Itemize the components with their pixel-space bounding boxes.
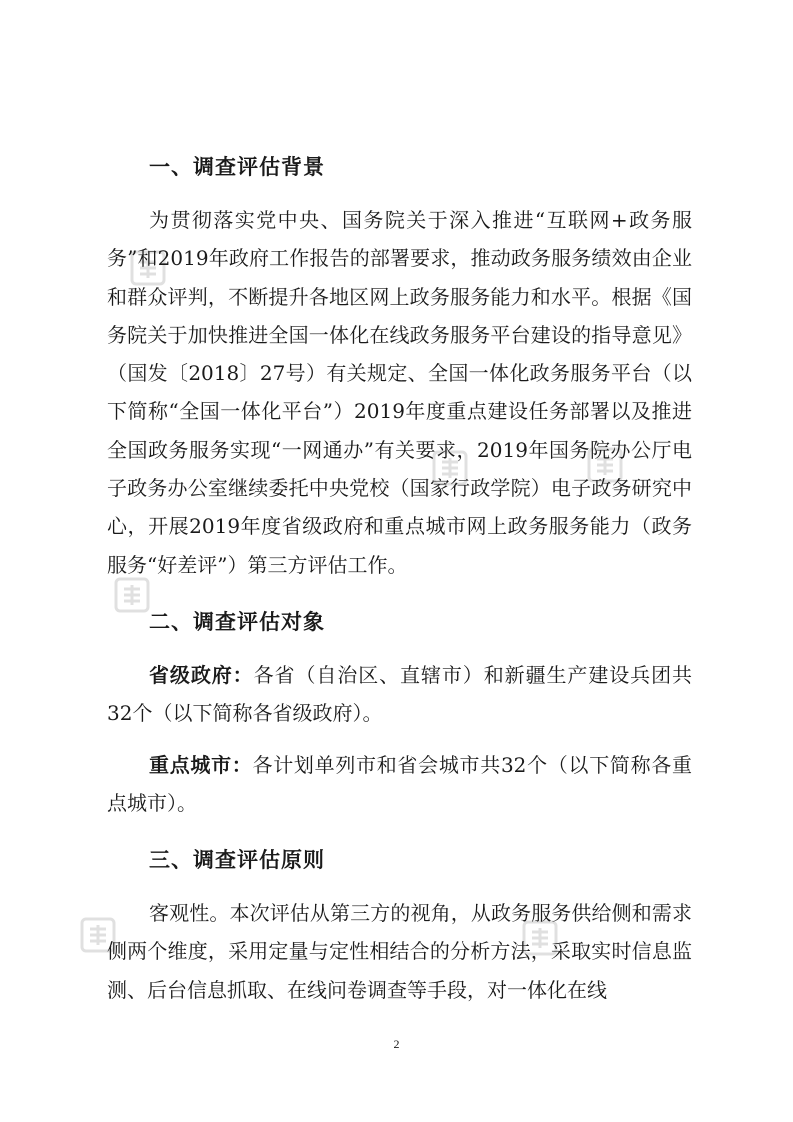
paragraph <box>107 201 692 584</box>
paragraph-lead: 省级政府： <box>149 662 254 687</box>
paragraph <box>107 894 692 1009</box>
document-body <box>107 146 692 1022</box>
paragraph <box>107 656 692 733</box>
paragraph-text: 各省（自治区、直辖市）和新疆生产建设兵团共32个（以下简称各省级政府）。 <box>107 662 693 726</box>
paragraph-text: 各计划单列市和省会城市共32个（以下简称各重点城市）。 <box>107 752 693 815</box>
paragraph-lead: 重点城市： <box>149 752 253 777</box>
section-heading: 二、调查评估对象 <box>149 609 325 634</box>
page-number: 2 <box>393 1037 400 1051</box>
paragraph-text: 为贯彻落实党中央、国务院关于深入推进“互联网+政务服务”和2019年政府工作报告的部署要求，推动政务服务绩效由企业和群众评判，不断提升各地区网上政务服务能力和水平。根据《国务院关于加快推进全国一体化在线政务服务平台建设的指导意见》（国发〔2018〕27号）有关规定、全国一体化政务服务平台（以下简称“全国一体化平台”）2019年度重点建设任务部署以及推进全国政务服务实现“一网通办”有关要求，2019年国务院办公厅电子政务办公室继续委托中央党校（国家行政学院）电子政务研究中心，开展2019年度省级政府和重点城市网上政务服务能力（政务服务“好差评”）第三方评估工作。 <box>107 208 692 577</box>
section-heading: 一、调查评估背景 <box>149 155 325 179</box>
section-heading: 三、调查评估原则 <box>149 848 325 873</box>
paragraph <box>107 746 692 823</box>
section-objects <box>107 601 692 822</box>
section-background <box>107 146 692 584</box>
section-principles <box>107 839 692 1009</box>
paragraph-text: 客观性。本次评估从第三方的视角，从政务服务供给侧和需求侧两个维度，采用定量与定性相结合的分析方法，采取实时信息监测、后台信息抓取、在线问卷调查等手段，对一体化在线 <box>107 901 692 1002</box>
